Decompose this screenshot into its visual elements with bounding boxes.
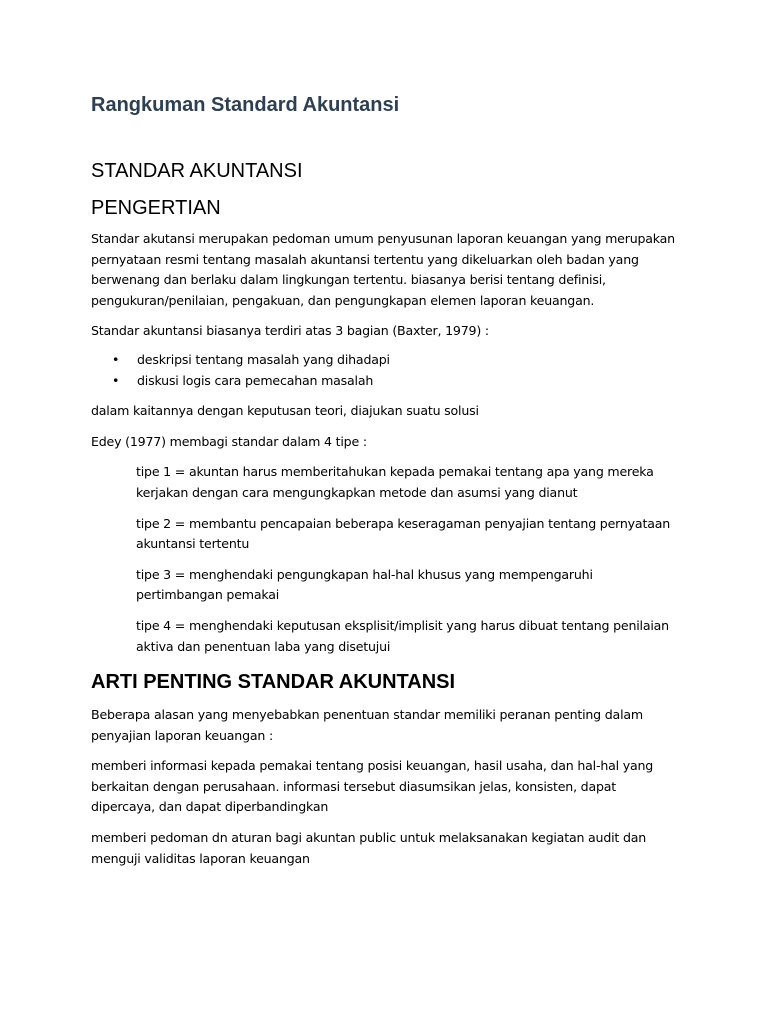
- document-title: Rangkuman Standard Akuntansi: [91, 94, 400, 116]
- heading-arti-penting: ARTI PENTING STANDAR AKUNTANSI: [91, 671, 456, 694]
- paragraph-informasi: memberi informasi kepada pemakai tentang posisi keuangan, hasil usaha, dan hal-hal yang berkaitan dengan perusahaan. informasi tersebut diasumsikan jelas, konsisten, dapat dipercaya, dan dapat diperbandingkan: [91, 758, 654, 815]
- list-item: [91, 350, 681, 371]
- paragraph-edey: Edey (1977) membagi standar dalam 4 tipe :: [91, 433, 367, 449]
- tipe-2: tipe 2 = membantu pencapaian beberapa keseragaman penyajian tentang pernyataan akuntansi tertentu: [136, 515, 671, 552]
- list-item-text: deskripsi tentang masalah yang dihadapi: [137, 351, 390, 367]
- paragraph-definisi: Standar akutansi merupakan pedoman umum penyusunan laporan keuangan yang merupakan pernyataan resmi tentang masalah akuntansi tertentu yang dikeluarkan oleh badan yang berwenang dan berlaku dalam lingkungan tertentu. biasanya berisi tentang definisi, pengukuran/penilaian, pengakuan, dan pengungkapan elemen laporan keuangan.: [91, 231, 675, 308]
- bullet-icon: •: [112, 351, 120, 367]
- paragraph-keputusan: dalam kaitannya dengan keputusan teori, diajukan suatu solusi: [91, 403, 479, 419]
- list-item: [91, 371, 681, 392]
- bullet-list: [91, 350, 681, 391]
- tipe-1: tipe 1 = akuntan harus memberitahukan kepada pemakai tentang apa yang mereka kerjakan dengan cara mengungkapkan metode dan asumsi yang dianut: [136, 464, 654, 500]
- bullet-icon: •: [112, 372, 120, 388]
- list-item-text: diskusi logis cara pemecahan masalah: [137, 372, 374, 388]
- paragraph-bagian: Standar akuntansi biasanya terdiri atas 3 bagian (Baxter, 1979) :: [91, 323, 489, 339]
- tipe-4: tipe 4 = menghendaki keputusan eksplisit/implisit yang harus dibuat tentang penilaian aktiva dan penentuan laba yang disetujui: [136, 617, 669, 654]
- document-page: [91, 92, 681, 869]
- heading-standar-akuntansi: STANDAR AKUNTANSI: [91, 160, 303, 182]
- paragraph-pedoman: memberi pedoman dn aturan bagi akuntan public untuk melaksanakan kegiatan audit dan menguji validitas laporan keuangan: [91, 830, 647, 866]
- tipe-3: tipe 3 = menghendaki pengungkapan hal-hal khusus yang mempengaruhi pertimbangan pemakai: [136, 566, 593, 603]
- paragraph-alasan: Beberapa alasan yang menyebabkan penentuan standar memiliki peranan penting dalam penyajian laporan keuangan :: [91, 707, 643, 743]
- heading-pengertian: PENGERTIAN: [91, 197, 221, 219]
